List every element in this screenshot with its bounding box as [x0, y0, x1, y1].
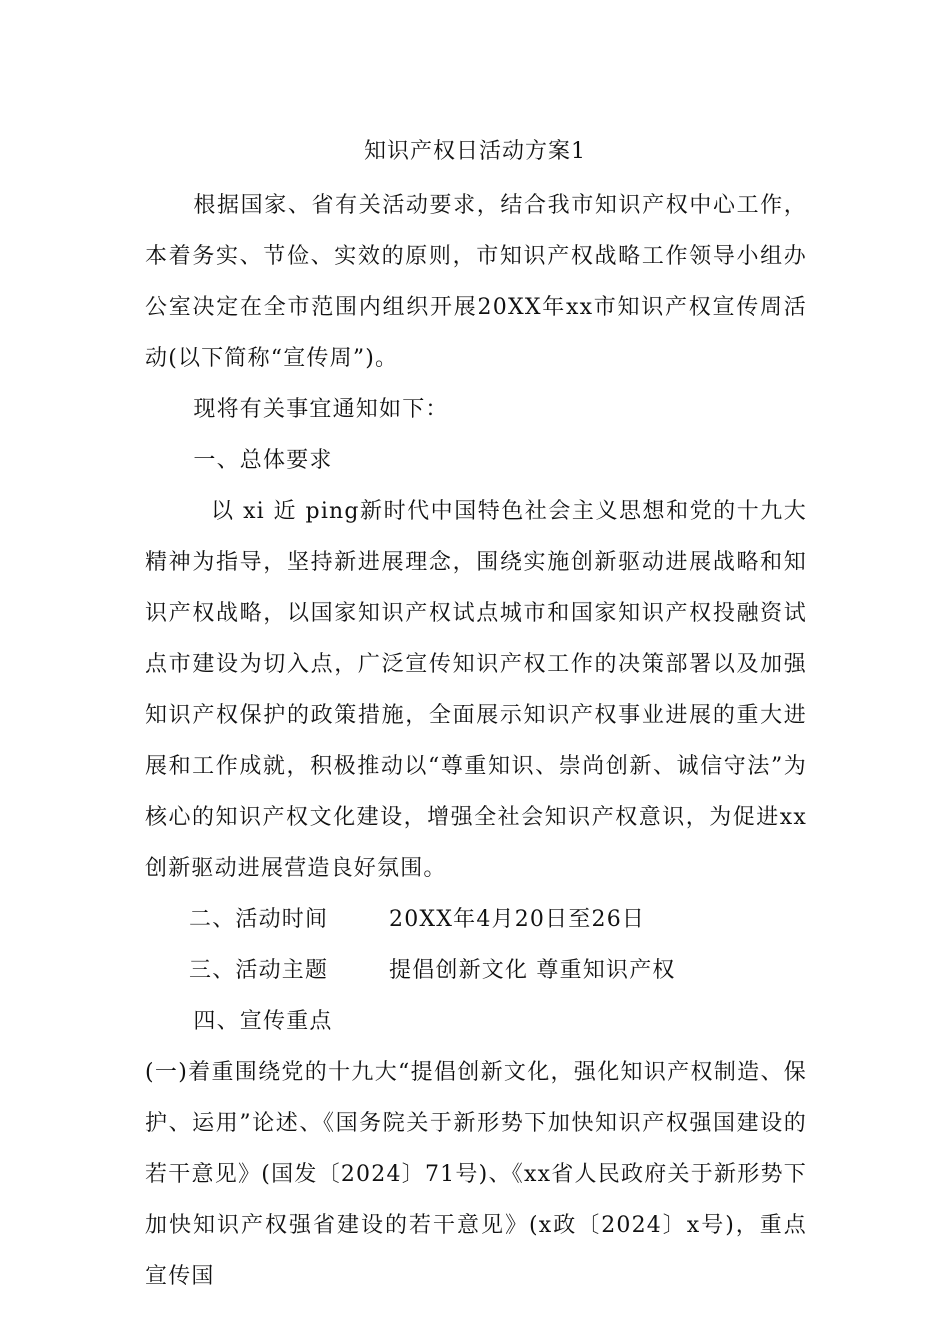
document-body	[145, 180, 807, 1302]
section3-row	[145, 945, 807, 996]
section1-paragraph: 以 xi 近 ping新时代中国特色社会主义思想和党的十九大精神为指导，坚持新进展理念，围绕实施创新驱动进展战略和知识产权战略，以国家知识产权试点城市和国家知识产权投融资试点市建设为切入点，广泛宣传知识产权工作的决策部署以及加强知识产权保护的政策措施，全面展示知识产权事业进展的重大进展和工作成就，积极推动以“尊重知识、崇尚创新、诚信守法”为核心的知识产权文化建设，增强全社会知识产权意识，为促进xx创新驱动进展营造良好氛围。	[145, 499, 807, 881]
section3-value: 提倡创新文化 尊重知识产权	[389, 958, 676, 983]
section2-label: 二、活动时间	[189, 907, 329, 932]
section2-value: 20XX年4月20日至26日	[389, 907, 646, 932]
intro-paragraph: 根据国家、省有关活动要求，结合我市知识产权中心工作，本着务实、节俭、实效的原则，市知识产权战略工作领导小组办公室决定在全市范围内组织开展20XX年xx市知识产权宣传周活动(以下简称“宣传周”)。	[145, 193, 807, 371]
section4-heading: 四、宣传重点	[193, 1009, 333, 1034]
notice-paragraph: 现将有关事宜通知如下：	[193, 397, 449, 422]
section2-row	[145, 894, 807, 945]
document-title: 知识产权日活动方案1	[364, 139, 586, 164]
section1-heading: 一、总体要求	[193, 448, 333, 473]
section3-label: 三、活动主题	[189, 958, 329, 983]
section4-item-1: (一)着重围绕党的十九大“提倡创新文化，强化知识产权制造、保护、运用”论述、《国务院关于新形势下加快知识产权强国建设的若干意见》(国发〔2024〕71号)、《xx省人民政府关于新形势下加快知识产权强省建设的若干意见》(x政〔2024〕x号)，重点宣传国	[145, 1060, 807, 1289]
